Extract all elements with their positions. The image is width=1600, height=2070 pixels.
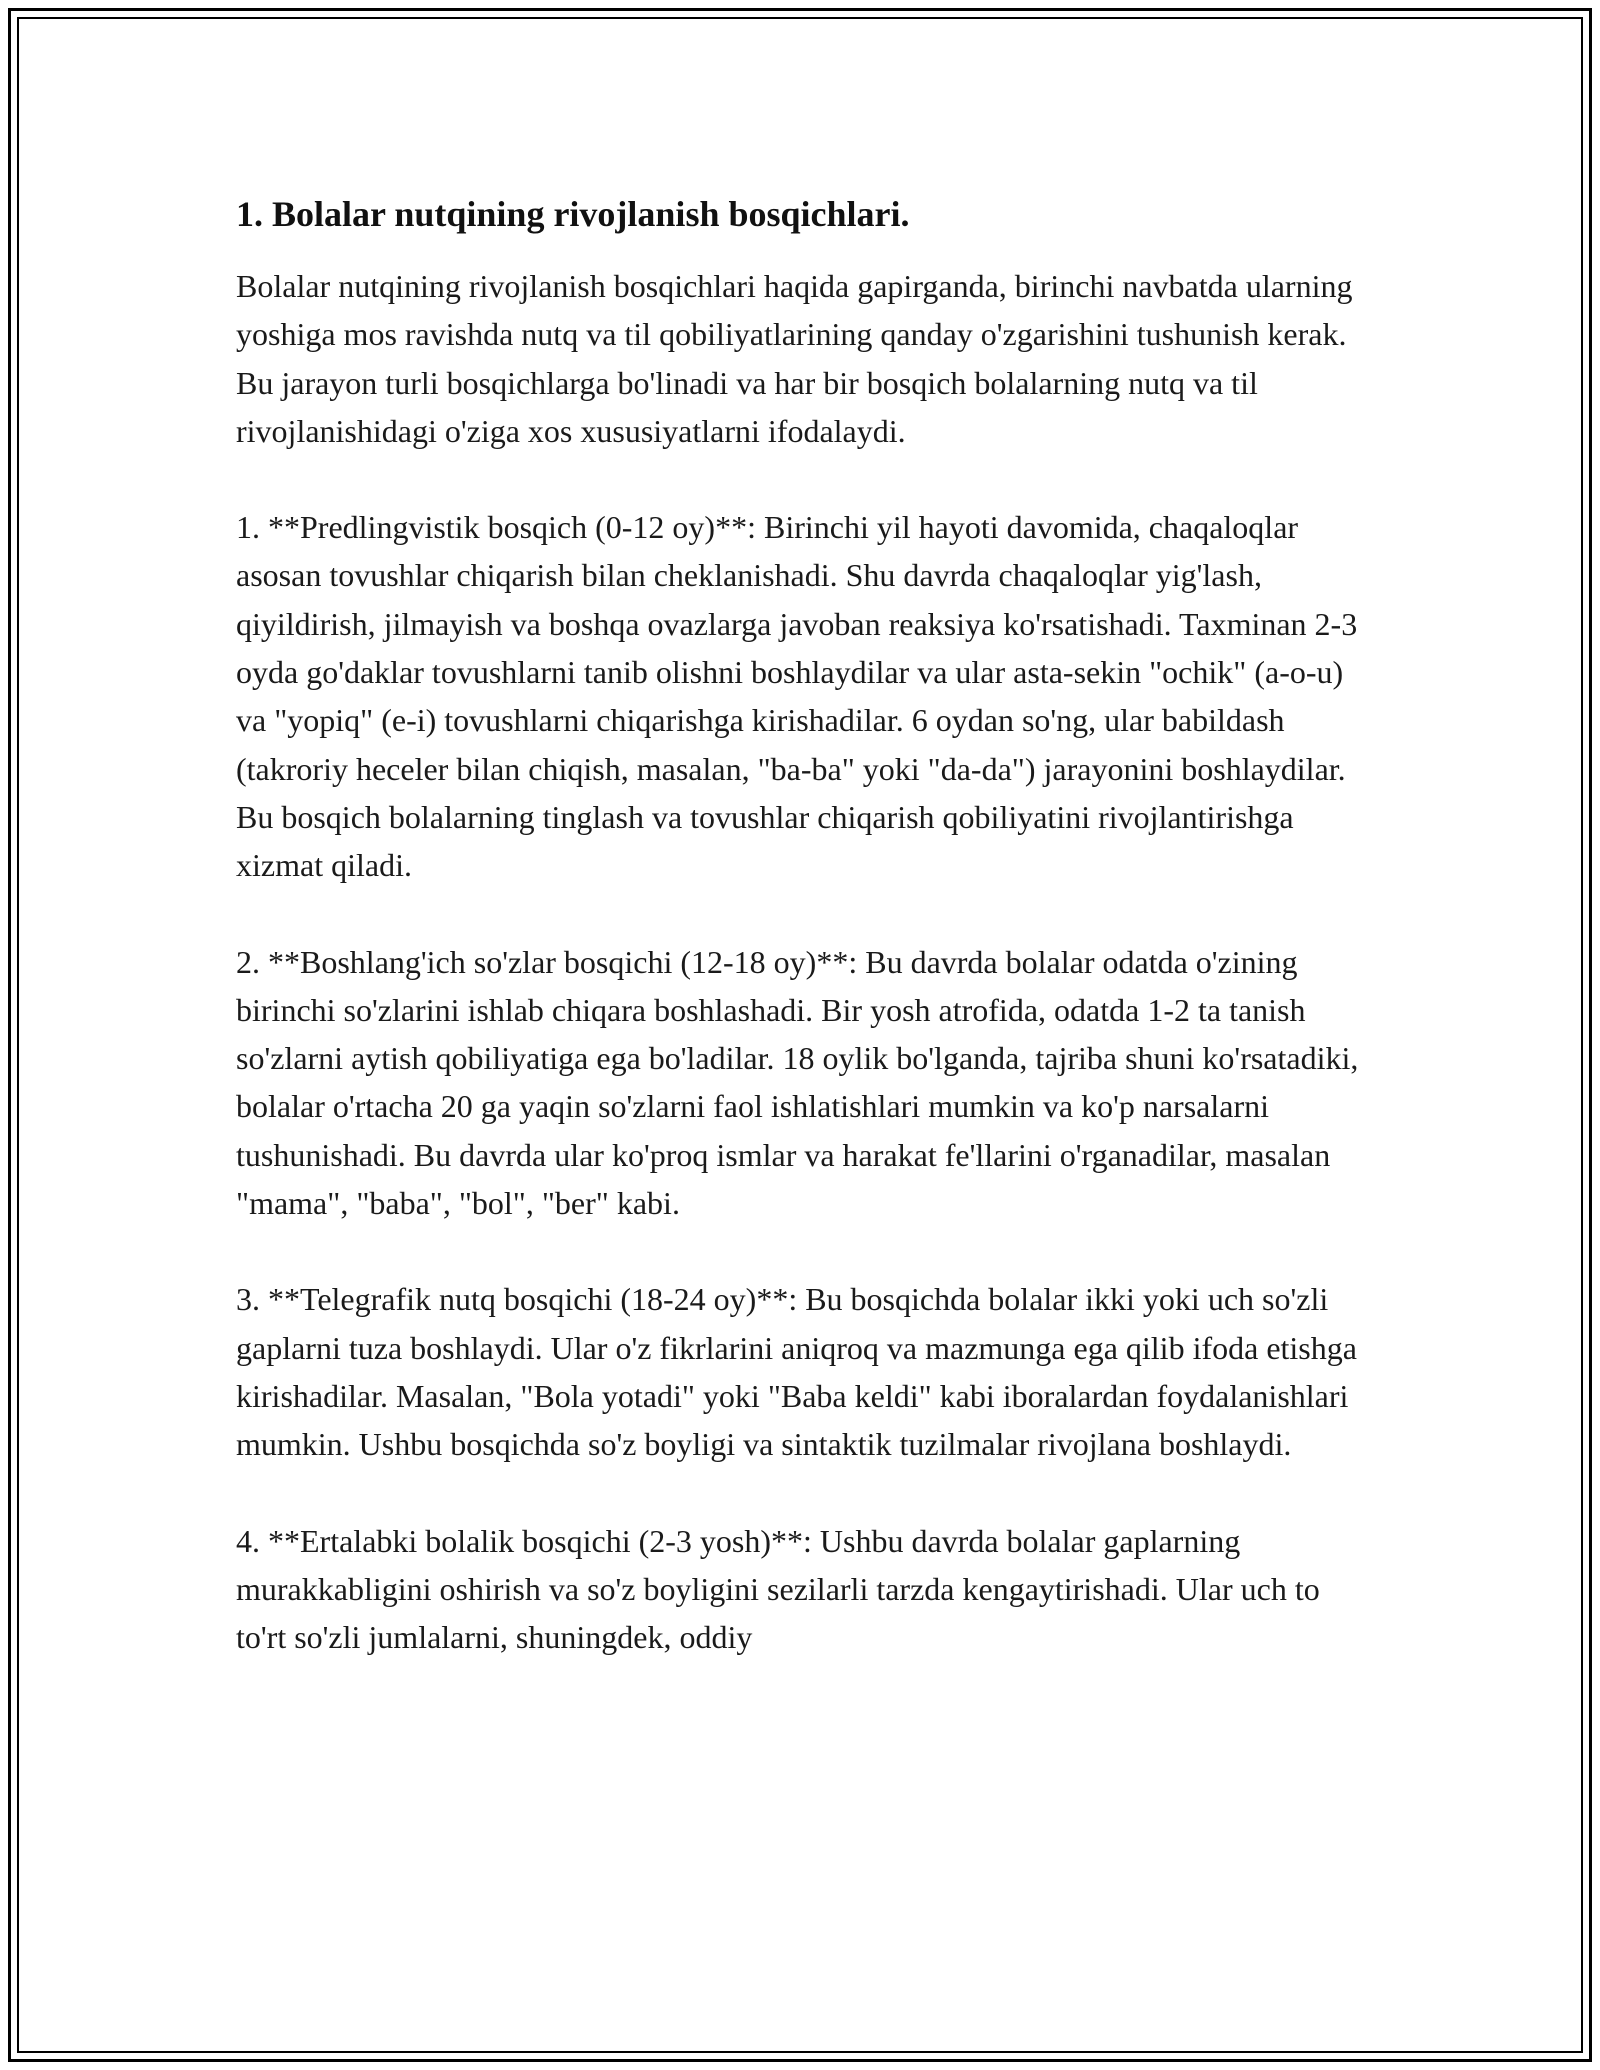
stage-3-paragraph: 3. **Telegrafik nutq bosqichi (18-24 oy)**: Bu bosqichda bolalar ikki yoki uch so'zli gaplarni tuza boshlaydi. Ular o'z fikrlarini aniqroq va mazmunga ega qilib ifoda etishga kirishadilar. Masalan, "Bola yotadi" yoki "Baba keldi" kabi iboralardan foydalanishlari mumkin. Ushbu bosqichda so'z boyligi va sintaktik tuzilmalar rivojlana boshlaydi. <box>236 1281 1357 1463</box>
stage-4-paragraph: 4. **Ertalabki bolalik bosqichi (2-3 yosh)**: Ushbu davrda bolalar gaplarning murakkabligini oshirish va so'z boyligini sezilarli tarzda kengaytirishadi. Ular uch to to'rt so'zli jumlalarni, shuningdek, oddiy <box>236 1522 1320 1656</box>
document-body <box>236 190 1376 1709</box>
stage-2-paragraph: 2. **Boshlang'ich so'zlar bosqichi (12-18 oy)**: Bu davrda bolalar odatda o'zining birinchi so'zlarini ishlab chiqara boshlashadi. Bir yosh atrofida, odatda 1-2 ta tanish so'zlarni aytish qobiliyatiga ega bo'ladilar. 18 oylik bo'lganda, tajriba shuni ko'rsatadiki, bolalar o'rtacha 20 ga yaqin so'zlarni faol ishlatishlari mumkin va ko'p narsalarni tushunishadi. Bu davrda ular ko'proq ismlar va harakat fe'llarini o'rganadilar, masalan "mama", "baba", "bol", "ber" kabi. <box>236 943 1359 1222</box>
section-heading: 1. Bolalar nutqining rivojlanish bosqichlari. <box>236 194 910 234</box>
stage-1-paragraph: 1. **Predlingvistik bosqich (0-12 oy)**: Birinchi yil hayoti davomida, chaqaloqlar asosan tovushlar chiqarish bilan cheklanishadi. Shu davrda chaqaloqlar yig'lash, qiyildirish, jilmayish va boshqa ovazlarga javoban reaksiya ko'rsatishadi. Taxminan 2-3 oyda go'daklar tovushlarni tanib olishni boshlaydilar va ular asta-sekin "ochik" (a-o-u) va "yopiq" (e-i) tovushlarni chiqarishga kirishadilar. 6 oydan so'ng, ular babildash (takroriy heceler bilan chiqish, masalan, "ba-ba" yoki "da-da") jarayonini boshlaydilar. Bu bosqich bolalarning tinglash va tovushlar chiqarish qobiliyatini rivojlantirishga xizmat qiladi. <box>236 509 1358 884</box>
intro-paragraph: Bolalar nutqining rivojlanish bosqichlari haqida gapirganda, birinchi navbatda ularning yoshiga mos ravishda nutq va til qobiliyatlarining qanday o'zgarishini tushunish kerak. Bu jarayon turli bosqichlarga bo'linadi va har bir bosqich bolalarning nutq va til rivojlanishidagi o'ziga xos xususiyatlarni ifodalaydi. <box>236 268 1353 449</box>
